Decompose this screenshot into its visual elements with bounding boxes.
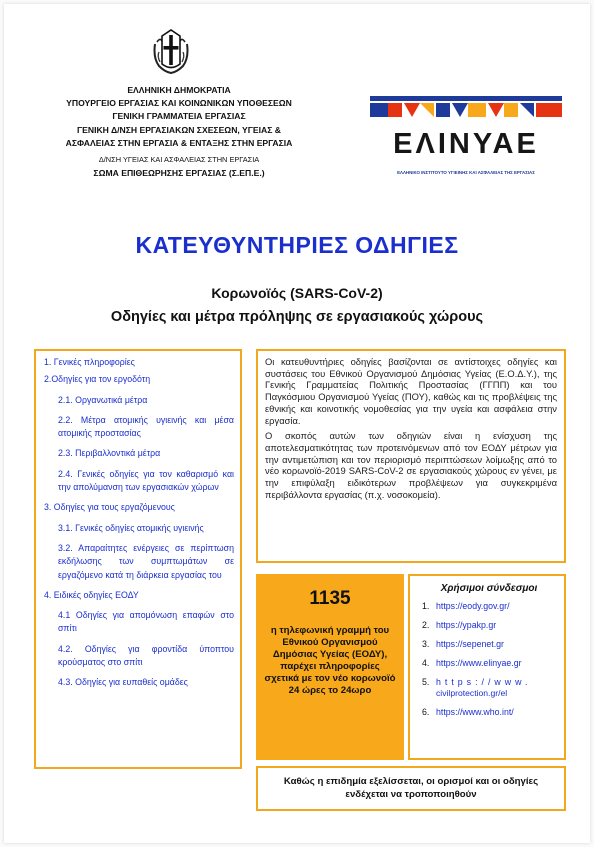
link-civilprotection[interactable]: https://www. civilprotection.gr/el (436, 677, 532, 698)
intro-text-box (256, 349, 566, 563)
helpline-box (256, 574, 404, 760)
toc-item-2-2[interactable]: 2.2. Μέτρα ατομικής υγιεινής και μέσα ατομικής προστασίας (58, 414, 234, 439)
toc-item-3-1[interactable]: 3.1. Γενικές οδηγίες ατομικής υγιεινής (58, 522, 204, 533)
division-name: Δ/ΝΣΗ ΥΓΕΙΑΣ ΚΑΙ ΑΣΦΑΛΕΙΑΣ ΣΤΗΝ ΕΡΓΑΣΙΑ (98, 155, 260, 165)
link-item: 1. https://eody.gov.gr/ (422, 601, 510, 611)
gov-line: ΑΣΦΑΛΕΙΑΣ ΣΤΗΝ ΕΡΓΑΣΙΑ & ΕΝΤΑΞΗΣ ΣΤΗΝ ΕΡΓΑΣΙΑ (65, 137, 293, 148)
helpline-number: 1135 (309, 588, 351, 609)
link-item: 3. https://sepenet.gr (422, 639, 504, 649)
toc-item-3[interactable]: 3. Οδηγίες για τους εργαζόμενους (44, 502, 175, 513)
logo-subtitle: ΕΛΛΗΝΙΚΟ ΙΝΣΤΙΤΟΥΤΟ ΥΓΙΕΙΝΗΣ ΚΑΙ ΑΣΦΑΛΕΙΑΣ ΤΗΣ ΕΡΓΑΣΙΑΣ (397, 170, 535, 175)
toc-item-4-2[interactable]: 4.2. Οδηγίες για φροντίδα ύποπτου κρούσματος στο σπίτι (58, 643, 234, 668)
toc-item-2-4[interactable]: 2.4. Γενικές οδηγίες για τον καθαρισμό και την απολύμανση των εργασιακών χώρων (58, 468, 234, 493)
intro-paragraph: Οι κατευθυντήριες οδηγίες βασίζονται σε αντίστοιχες οδηγίες και συστάσεις του Εθνικού Οργανισμού Δημόσιας Υγείας (Ε.Ο.Δ.Υ.), της Γενικής Γραμματείας Πολιτικής Προστασίας (ΓΓΠΠ) και του Παγκόσμιου Οργανισμού Υγείας (ΠΟΥ), καθώς και τις προβλέψεις της εθνικής και κοινοτικής νομοθεσίας για την υγεία και ασφάλεια στην εργασία. (265, 356, 557, 426)
document-page (4, 4, 590, 843)
links-list (422, 601, 556, 718)
helpline-description: η τηλεφωνική γραμμή του Εθνικού Οργανισμού Δημόσιας Υγείας (ΕΟΔΥ), παρέχει πληροφορίες σχετικά με τον νέο κορωνοϊό 24 ώρες το 24ωρο (264, 625, 396, 696)
gov-line: ΥΠΟΥΡΓΕΙΟ ΕΡΓΑΣΙΑΣ ΚΑΙ ΚΟΙΝΩΝΙΚΩΝ ΥΠΟΘΕΣΕΩΝ (66, 98, 292, 109)
gov-line: ΓΕΝΙΚΗ Δ/ΝΣΗ ΕΡΓΑΣΙΑΚΩΝ ΣΧΕΣΕΩΝ, ΥΓΕΙΑΣ & (76, 124, 282, 135)
link-sepenet[interactable]: https://sepenet.gr (436, 639, 504, 649)
gov-line: ΓΕΝΙΚΗ ΓΡΑΜΜΑΤΕΙΑ ΕΡΓΑΣΙΑΣ (112, 111, 246, 122)
gov-line: ΕΛΛΗΝΙΚΗ ΔΗΜΟΚΡΑΤΙΑ (127, 85, 231, 95)
link-elinyae[interactable]: https://www.elinyae.gr (436, 658, 522, 668)
useful-links-box (408, 574, 566, 760)
page-title: ΚΑΤΕΥΘΥΝΤΗΡΙΕΣ ΟΔΗΓΙΕΣ (135, 232, 459, 258)
links-title: Χρήσιμοι σύνδεσμοι (440, 583, 538, 594)
link-item: 2. https://ypakp.gr (422, 620, 497, 630)
toc-item-4-3[interactable]: 4.3. Οδηγίες για ευπαθείς ομάδες (58, 677, 188, 688)
government-header (34, 84, 324, 180)
topic-title: Κορωνοϊός (SARS-CoV-2) (211, 285, 383, 301)
link-item: 6. https://www.who.int/ (422, 707, 514, 717)
toc-item-2-3[interactable]: 2.3. Περιβαλλοντικά μέτρα (58, 448, 161, 459)
link-eody[interactable]: https://eody.gov.gr/ (436, 601, 510, 611)
table-of-contents (34, 349, 242, 769)
footer-note: Καθώς η επιδημία εξελίσσεται, οι ορισμοί και οι οδηγίες ενδέχεται να τροποποιηθούν (256, 766, 566, 811)
inspectorate-name: ΣΩΜΑ ΕΠΙΘΕΩΡΗΣΗΣ ΕΡΓΑΣΙΑΣ (Σ.ΕΠ.Ε.) (93, 168, 265, 179)
toc-item-4[interactable]: 4. Ειδικές οδηγίες ΕΟΔΥ (44, 589, 139, 600)
toc-item-3-2[interactable]: 3.2. Απαραίτητες ενέργειες σε περίπτωση εκδήλωσης των συμπτωμάτων σε εργαζόμενο κατά τη διάρκεια εργασίας του (58, 542, 234, 580)
link-item: 5. https://www. civilprotection.gr/el (422, 677, 532, 698)
link-ypakp[interactable]: https://ypakp.gr (436, 620, 497, 630)
toc-item-1[interactable]: 1. Γενικές πληροφορίες (44, 357, 135, 367)
toc-item-4-1[interactable]: 4.1 Οδηγίες για απομόνωση επαφών στο σπίτι (58, 610, 234, 634)
intro-paragraph: Ο σκοπός αυτών των οδηγιών είναι η ενίσχυση της αποτελεσματικότητας των προτεινόμενων από τον ΕΟΔΥ μέτρων για την αντιμετώπιση και τον περιορισμό περιπτώσεων λοίμωξης από το νέο κορωνοϊό-2019 SARS-CoV-2 σε εργασιακούς χώρους εν γένει, με την επιφύλαξη ειδικότερων προβλέψεων για συγκεκριμένα περιβάλλοντα εργασίας (π.χ. νοσοκομεία). (265, 430, 557, 500)
greek-emblem-icon (149, 26, 193, 74)
logo-wordmark: ΕΛΙΝΥΑΕ (393, 128, 539, 160)
toc-item-2-1[interactable]: 2.1. Οργανωτικά μέτρα (58, 394, 148, 405)
link-who[interactable]: https://www.who.int/ (436, 707, 514, 717)
link-item: 4. https://www.elinyae.gr (422, 658, 522, 668)
page-subtitle: Οδηγίες και μέτρα πρόληψης σε εργασιακούς χώρους (110, 309, 484, 325)
toc-item-2[interactable]: 2.Οδηγίες για τον εργοδότη (44, 374, 151, 385)
